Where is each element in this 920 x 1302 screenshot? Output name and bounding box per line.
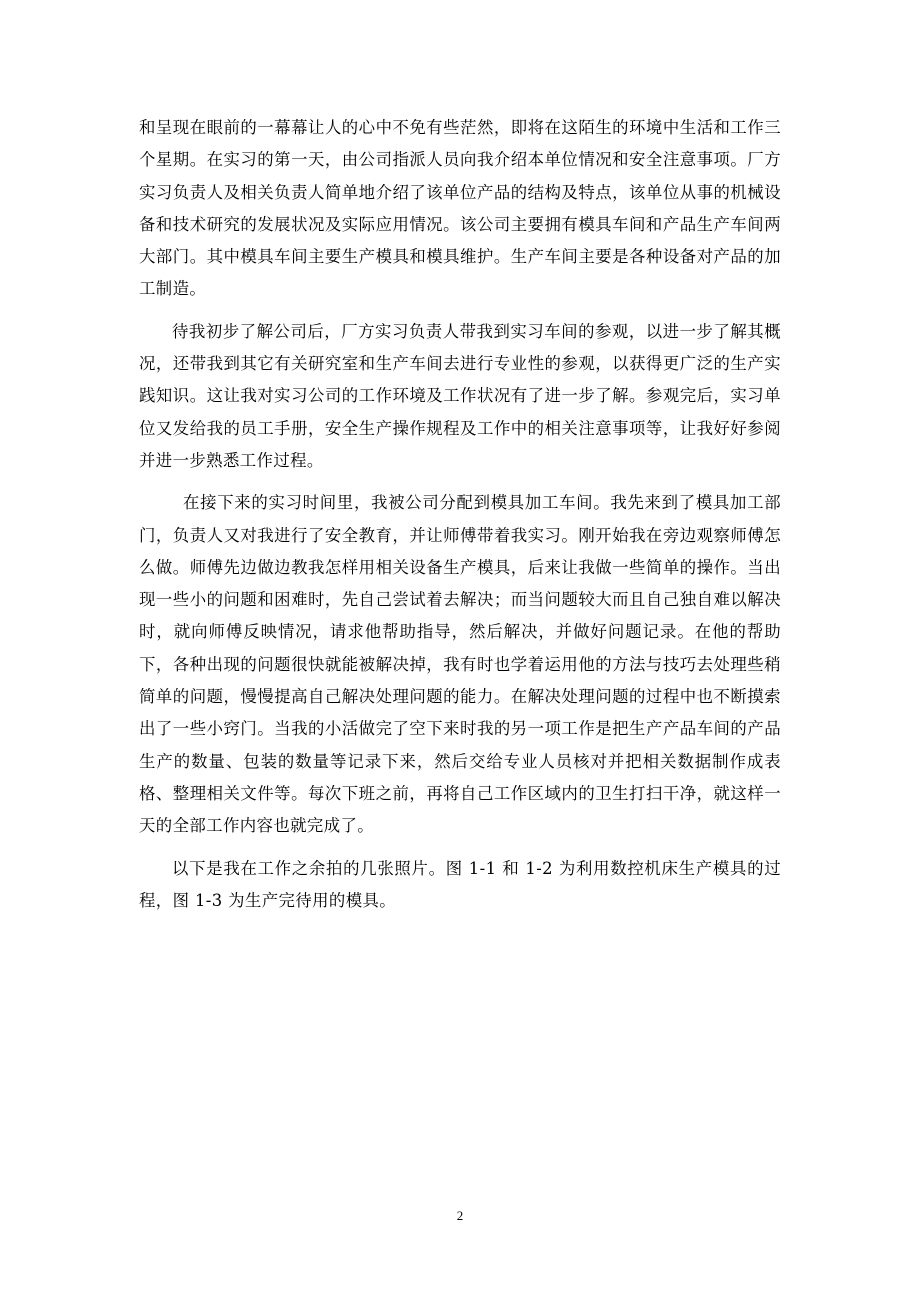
page-number: 2 (456, 1208, 464, 1223)
paragraph-1: 和呈现在眼前的一幕幕让人的心中不免有些茫然，即将在这陌生的环境中生活和工作三个星期。在实习的第一天，由公司指派人员向我介绍本单位情况和安全注意事项。厂方实习负责人及相关负责人简单地介绍了该单位产品的结构及特点，该单位从事的机械设备和技术研究的发展状况及实际应用情况。该公司主要拥有模具车间和产品生产车间两大部门。其中模具车间主要生产模具和模具维护。生产车间主要是各种设备对产品的加工制造。 (139, 118, 781, 299)
body-text (139, 112, 781, 927)
paragraph-3: 在接下来的实习时间里，我被公司分配到模具加工车间。我先来到了模具加工部门，负责人又对我进行了安全教育，并让师傅带着我实习。刚开始我在旁边观察师傅怎么做。师傅先边做边教我怎样用相关设备生产模具，后来让我做一些简单的操作。当出现一些小的问题和困难时，先自己尝试着去解决；而当问题较大而且自己独自难以解决时，就向师傅反映情况，请求他帮助指导，然后解决，并做好问题记录。在他的帮助下，各种出现的问题很快就能被解决掉，我有时也学着运用他的方法与技巧去处理些稍简单的问题，慢慢提高自己解决处理问题的能力。在解决处理问题的过程中也不断摸索出了一些小窍门。当我的小活做完了空下来时我的另一项工作是把生产产品车间的产品生产的数量、包装的数量等记录下来，然后交给专业人员核对并把相关数据制作成表格、整理相关文件等。每次下班之前，再将自己工作区域内的卫生打扫干净，就这样一天的全部工作内容也就完成了。 (139, 493, 781, 836)
paragraph-2: 待我初步了解公司后，厂方实习负责人带我到实习车间的参观，以进一步了解其概况，还带我到其它有关研究室和生产车间去进行专业性的参观，以获得更广泛的生产实践知识。这让我对实习公司的工作环境及工作状况有了进一步了解。参观完后，实习单位又发给我的员工手册，安全生产操作规程及工作中的相关注意事项等，让我好好参阅并进一步熟悉工作过程。 (139, 321, 781, 470)
paragraph-4: 以下是我在工作之余拍的几张照片。图 1-1 和 1-2 为利用数控机床生产模具的过程，图 1-3 为生产完待用的模具。 (139, 858, 781, 910)
